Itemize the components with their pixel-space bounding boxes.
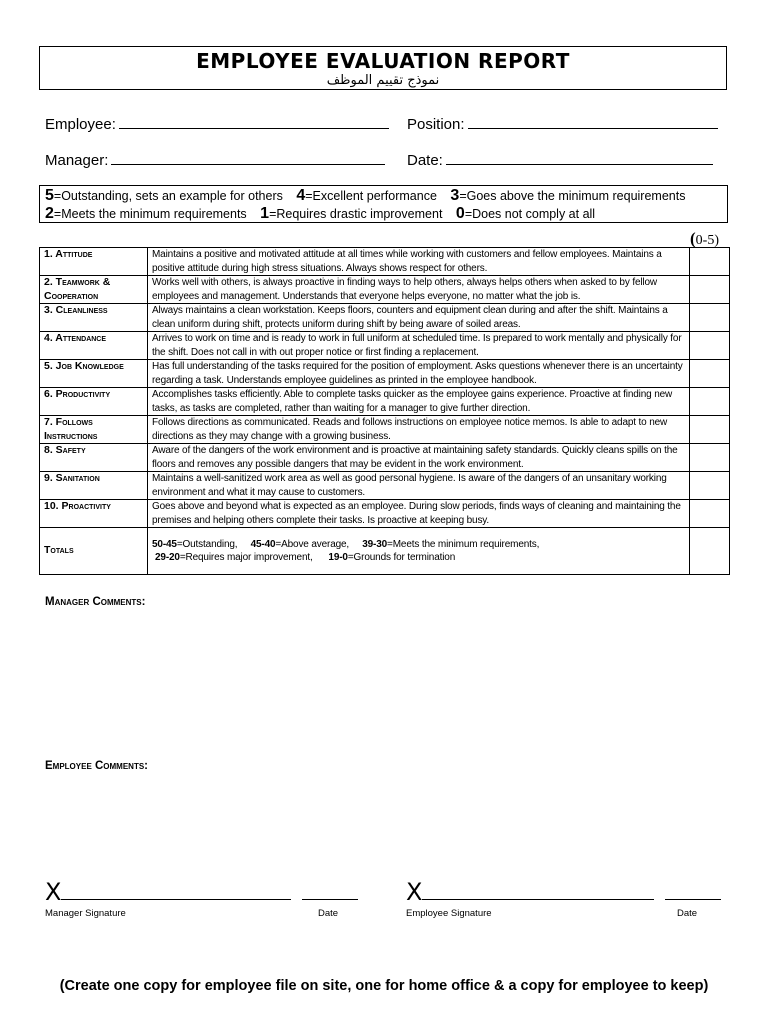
totals-line-1 [152, 538, 685, 552]
score-cell[interactable] [690, 472, 730, 500]
manager-field[interactable] [45, 150, 385, 170]
footer-note: (Create one copy for employee file on site, one for home office & a copy for employee to keep) [59, 978, 709, 994]
position-field[interactable] [407, 114, 718, 134]
employee-comments-label: Employee Comments: [45, 760, 149, 772]
criteria-description: Arrives to work on time and is ready to work in full uniform at scheduled time. Is prepared to work mentally and physically for the shift. Does not call in with out proper notice or first finding a replacement. [148, 332, 690, 360]
legend-score: 2 [45, 205, 54, 222]
manager-line[interactable] [111, 150, 385, 165]
criteria-description: Accomplishes tasks efficiently. Able to complete tasks quicker as the employee gains experience. Proactive at finding new tasks, as tasks are completed, rather than waiting for a manager to give further direction. [148, 388, 690, 416]
criteria-category: 6. Productivity [40, 388, 148, 416]
score-cell[interactable] [690, 304, 730, 332]
signature-x-mark: X [45, 878, 62, 906]
page-title: EMPLOYEE EVALUATION REPORT [196, 49, 570, 73]
table-row [40, 304, 730, 332]
criteria-description: Goes above and beyond what is expected as an employee. During slow periods, finds ways of cleaning and maintaining the premises and helping others complete their tasks. Is proactive at keeping busy. [148, 500, 690, 528]
criteria-category: 3. Cleanliness [40, 304, 148, 332]
manager-label: Manager: [45, 152, 109, 169]
legend-row-2 [45, 205, 727, 223]
criteria-category: 4. Attendance [40, 332, 148, 360]
employee-field[interactable] [45, 114, 389, 134]
totals-line-2 [152, 551, 685, 565]
legend-text: =Requires drastic improvement [269, 207, 443, 221]
employee-line[interactable] [119, 114, 389, 129]
table-row [40, 360, 730, 388]
total-range-text: =Above average, [275, 538, 350, 550]
criteria-category: 1. Attitude [40, 248, 148, 276]
score-cell[interactable] [690, 500, 730, 528]
total-range-text: =Grounds for termination [347, 552, 456, 563]
totals-row [40, 528, 730, 575]
criteria-description: Follows directions as communicated. Reads and follows instructions on employee notice memos. Is able to adapt to new directions as they may change with a growing business. [148, 416, 690, 444]
signature-x-mark: X [406, 878, 423, 906]
legend-text: =Meets the minimum requirements [53, 207, 247, 221]
employee-date-caption: Date [677, 908, 698, 919]
legend-text: =Outstanding, sets an example for others [53, 189, 283, 203]
score-cell[interactable] [690, 360, 730, 388]
total-range-text: =Meets the minimum requirements, [387, 538, 540, 550]
position-line[interactable] [468, 114, 718, 129]
manager-signature-underline[interactable] [61, 879, 291, 900]
legend-text: =Does not comply at all [464, 207, 596, 221]
manager-date-underline[interactable] [302, 879, 358, 900]
page-subtitle-arabic: نموذج تقييم الموظف [326, 73, 440, 88]
legend-score: 0 [455, 205, 465, 222]
criteria-category: 7. Follows Instructions [40, 416, 148, 444]
total-range-text: =Requires major improvement, [179, 552, 313, 563]
employee-date-underline[interactable] [665, 879, 721, 900]
scale-range: 0-5) [695, 233, 719, 248]
totals-label: Totals [40, 528, 148, 575]
manager-comments-label: Manager Comments: [45, 596, 146, 608]
manager-date-caption: Date [318, 908, 339, 919]
score-cell[interactable] [690, 332, 730, 360]
criteria-description: Maintains a well-sanitized work area as well as good personal hygiene. Is aware of the dangers of an unsanitary working environment and what it may cause to customers. [148, 472, 690, 500]
criteria-category: 5. Job Knowledge [40, 360, 148, 388]
manager-signature-caption: Manager Signature [45, 908, 126, 919]
total-range: 45-40 [250, 538, 276, 550]
evaluation-table [39, 247, 730, 575]
score-scale-label [690, 229, 719, 249]
date-field[interactable] [407, 150, 713, 170]
scale-paren: ( [690, 229, 696, 248]
total-range: 50-45 [152, 538, 177, 550]
employee-signature-caption: Employee Signature [406, 908, 492, 919]
criteria-description: Has full understanding of the tasks required for the position of employment. Asks questions whenever there is an uncertainty regarding a task. Understands employee guidelines as printed in the employee handbook. [148, 360, 690, 388]
score-legend [39, 185, 728, 223]
date-label: Date: [407, 152, 443, 169]
criteria-category: 9. Sanitation [40, 472, 148, 500]
total-range: 39-30 [362, 538, 388, 550]
criteria-category: 2. Teamwork & Cooperation [40, 276, 148, 304]
criteria-description: Maintains a positive and motivated attitude at all times while working with customers and fellow employees. Maintains a positive attitude during high stress situations. Always shows respect for others. [148, 248, 690, 276]
table-row [40, 444, 730, 472]
legend-text: =Excellent performance [305, 189, 437, 203]
table-row [40, 248, 730, 276]
criteria-description: Works well with others, is always proactive in finding ways to help others, always helps others when asked to by fellow employees and management. Understands that everyone helps everyone, no matter what the job is. [148, 276, 690, 304]
legend-score: 1 [260, 205, 270, 222]
criteria-category: 8. Safety [40, 444, 148, 472]
total-range-text: =Outstanding, [176, 538, 238, 550]
score-cell[interactable] [690, 248, 730, 276]
total-range: 19-0 [328, 552, 348, 563]
total-range: 29-20 [155, 552, 180, 563]
criteria-description: Aware of the dangers of the work environment and is proactive at maintaining safety standards. Quickly cleans spills on the floors and removes any possible dangers that may be evident in the work environment. [148, 444, 690, 472]
score-cell[interactable] [690, 416, 730, 444]
legend-score: 5 [45, 187, 54, 204]
table-row [40, 332, 730, 360]
legend-score: 3 [450, 187, 460, 204]
position-label: Position: [407, 116, 465, 133]
table-row [40, 276, 730, 304]
manager-comments-area[interactable] [45, 614, 728, 744]
table-row [40, 388, 730, 416]
score-cell[interactable] [690, 276, 730, 304]
table-row [40, 416, 730, 444]
manager-signature-line[interactable] [45, 878, 358, 906]
legend-text: =Goes above the minimum requirements [459, 189, 686, 203]
title-box [39, 46, 727, 90]
employee-signature-line[interactable] [406, 878, 721, 906]
criteria-category: 10. Proactivity [40, 500, 148, 528]
legend-row-1 [45, 187, 727, 205]
score-cell[interactable] [690, 388, 730, 416]
score-cell[interactable] [690, 444, 730, 472]
employee-label: Employee: [45, 116, 116, 133]
totals-ranges [148, 528, 690, 575]
table-row [40, 500, 730, 528]
employee-comments-area[interactable] [45, 778, 728, 873]
legend-score: 4 [296, 187, 306, 204]
employee-signature-underline[interactable] [422, 879, 654, 900]
date-line[interactable] [446, 150, 713, 165]
total-score-cell[interactable] [690, 528, 730, 575]
criteria-description: Always maintains a clean workstation. Keeps floors, counters and equipment clean during and after the shift. Maintains a clean uniform during shift, protects uniform during shift by being aware of soiled areas. [148, 304, 690, 332]
table-row [40, 472, 730, 500]
